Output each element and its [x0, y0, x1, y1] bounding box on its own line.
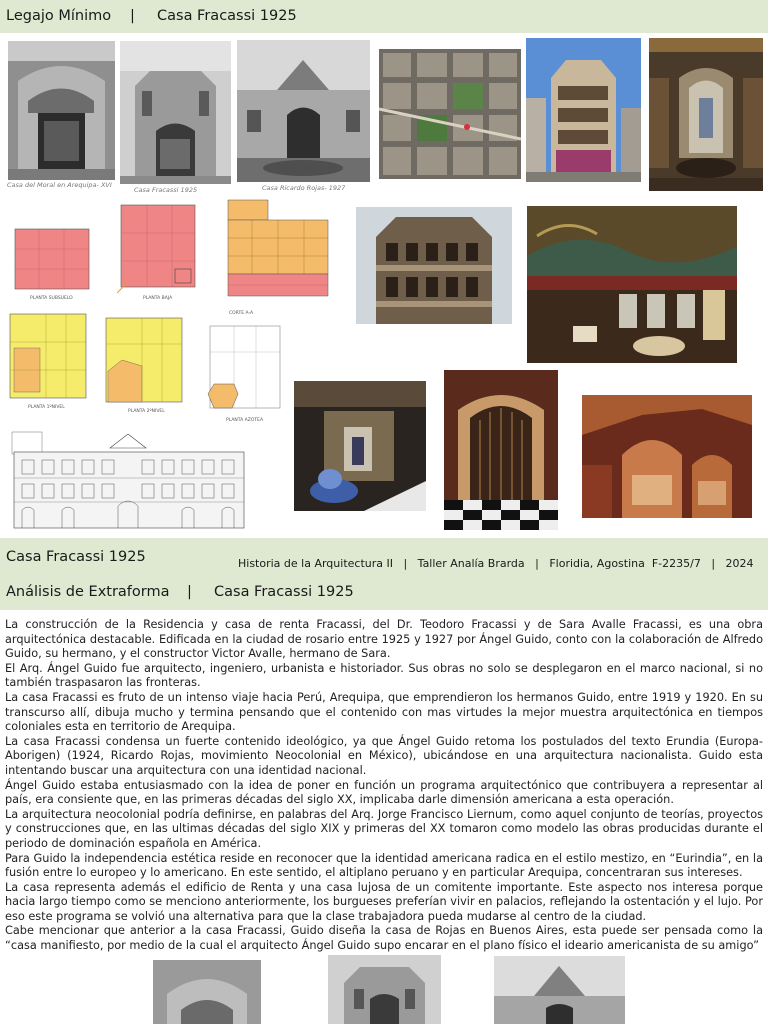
photo-casa-fracassi-bw [120, 41, 231, 184]
plan-primer-nivel [6, 312, 88, 402]
drawing-facade-elevation [10, 428, 248, 532]
photo-bottom-rojas [494, 956, 625, 1024]
plan-baja [117, 203, 197, 295]
header-title-right: Casa Fracassi 1925 [157, 8, 297, 24]
paragraph: Ángel Guido estaba entusiasmado con la idea de poner en función un programa arquitectónico que contribuyera a representar al país, era consiente que, en las primeras décadas del siglo XX, implicaba darle dimensión americana a esta operación. [5, 778, 763, 807]
photo-aerial-map [379, 49, 521, 179]
label-planta-azotea: PLANTA AZOTEA [226, 418, 264, 423]
paragraph: La casa Fracassi es fruto de un intenso viaje hacia Perú, Arequipa, que emprendieron los hermanos Guido, entre 1919 y 1920. En su transcurso allí, dibuja mucho y termina pensando que el contenido con mas virtudes la mejor muestra arquitectónica en tiempos coloniales esta en territorio de Arequipa. [5, 690, 763, 734]
paragraph: Cabe mencionar que anterior a la casa Fracassi, Guido diseña la casa de Rojas en Buenos Aires, esta puede ser pensada como la “casa manifiesto, por medio de la cual el arquitecto Ángel Guido supo encarar en el plano físico el ideario americanista de su amigo” [5, 924, 763, 953]
photo-interior-gate [444, 370, 558, 530]
photo-bottom-fracassi [328, 955, 441, 1024]
section-title-left: Análisis de Extraforma [6, 584, 170, 600]
section-separator: | [187, 584, 192, 600]
analysis-body-text [5, 618, 763, 954]
photo-interior-fountain [649, 38, 763, 191]
paragraph: La construcción de la Residencia y casa de renta Fracassi, del Dr. Teodoro Fracassi y de Sara Avalle Fracassi, es una obra arquitectónica destacable. Edificada en la ciudad de rosario entre 1925 y 1927 por Ángel Guido, conto con la colaboración de Alfredo Guido, su hermano, y el constructor Victor Avalle, hermano de Sara. [5, 618, 763, 661]
plan-subsuelo [9, 215, 93, 294]
photo-casa-del-moral [8, 41, 115, 180]
section-title-right: Casa Fracassi 1925 [214, 584, 354, 600]
caption-casa-del-moral: Casa del Moral en Arequipa- XVI [7, 181, 112, 189]
section-corte [222, 194, 334, 302]
paragraph: El Arq. Ángel Guido fue arquitecto, ingeniero, urbanista e historiador. Sus obras no solo se desplegaron en el marco nacional, si no también traspasaron las fronteras. [5, 661, 763, 690]
photo-casa-ricardo-rojas [237, 40, 370, 182]
label-planta-segundo-nivel: PLANTA 2ºNIVEL [128, 409, 165, 414]
plan-segundo-nivel [102, 316, 184, 406]
paragraph: La arquitectura neocolonial podría definirse, en palabras del Arq. Jorge Francisco Liernum, como aquel conjunto de teorías, proyectos y construcciones que, en las ultimas décadas del siglo XIX y primeras del XX tomaron como modelo las obras producidas durante el periodo de dominación española en América. [5, 807, 763, 850]
band-credits: Historia de la Arquitectura II | Taller Analía Brarda | Floridia, Agostina F-2235/7 | 2024 [238, 557, 754, 570]
paragraph: Para Guido la independencia estética reside en reconocer que la identidad americana radica en el estilo mestizo, en “Eurindia”, en la fusión entre lo europeo y lo americano. En este sentido, el altiplano peruano y en particular Arequipa, concentraran sus intereses. [5, 851, 763, 880]
label-planta-subsuelo: PLANTA SUBSUELO [30, 296, 73, 301]
header-separator: | [130, 8, 135, 24]
band-title: Casa Fracassi 1925 [6, 549, 146, 565]
photo-fracassi-street-color [526, 38, 641, 182]
photo-interior-murals [527, 206, 737, 363]
photo-bottom-moral [153, 960, 261, 1024]
top-header-band [0, 0, 768, 33]
paragraph: La casa Fracassi condensa un fuerte contenido ideológico, ya que Ángel Guido retoma los postulados del texto Erundia (Europa-Aborigen) (1924, Ricardo Rojas, movimiento Neocolonial en México), ubicándose en una arquitectura nacionalista. Guido esta intentando buscar una arquitectura con una identidad nacional. [5, 734, 763, 777]
photo-interior-ceiling [582, 395, 752, 518]
paragraph: La casa representa además el edificio de Renta y una casa lujosa de un comitente importante. Este aspecto nos interesa porque hacia largo tiempo como se menciono anteriormente, los burgueses preferían vivir en palacios, reflejando la ostentación y el lujo. Por eso este programa se volvió una alternativa para que la clase trabajadora pueda mudarse al centro de la ciudad. [5, 880, 763, 923]
label-planta-primer-nivel: PLANTA 1ºNIVEL [28, 405, 65, 410]
label-corte: CORTE A-A [229, 311, 254, 316]
caption-casa-fracassi: Casa Fracassi 1925 [134, 186, 198, 194]
photo-interior-sculpture [294, 381, 426, 511]
photo-fracassi-tower [356, 207, 512, 324]
header-title-left: Legajo Mínimo [6, 8, 112, 24]
label-planta-baja: PLANTA BAJA [143, 296, 173, 301]
caption-casa-ricardo-rojas: Casa Ricardo Rojas- 1927 [262, 184, 346, 192]
plan-azotea [204, 322, 284, 412]
